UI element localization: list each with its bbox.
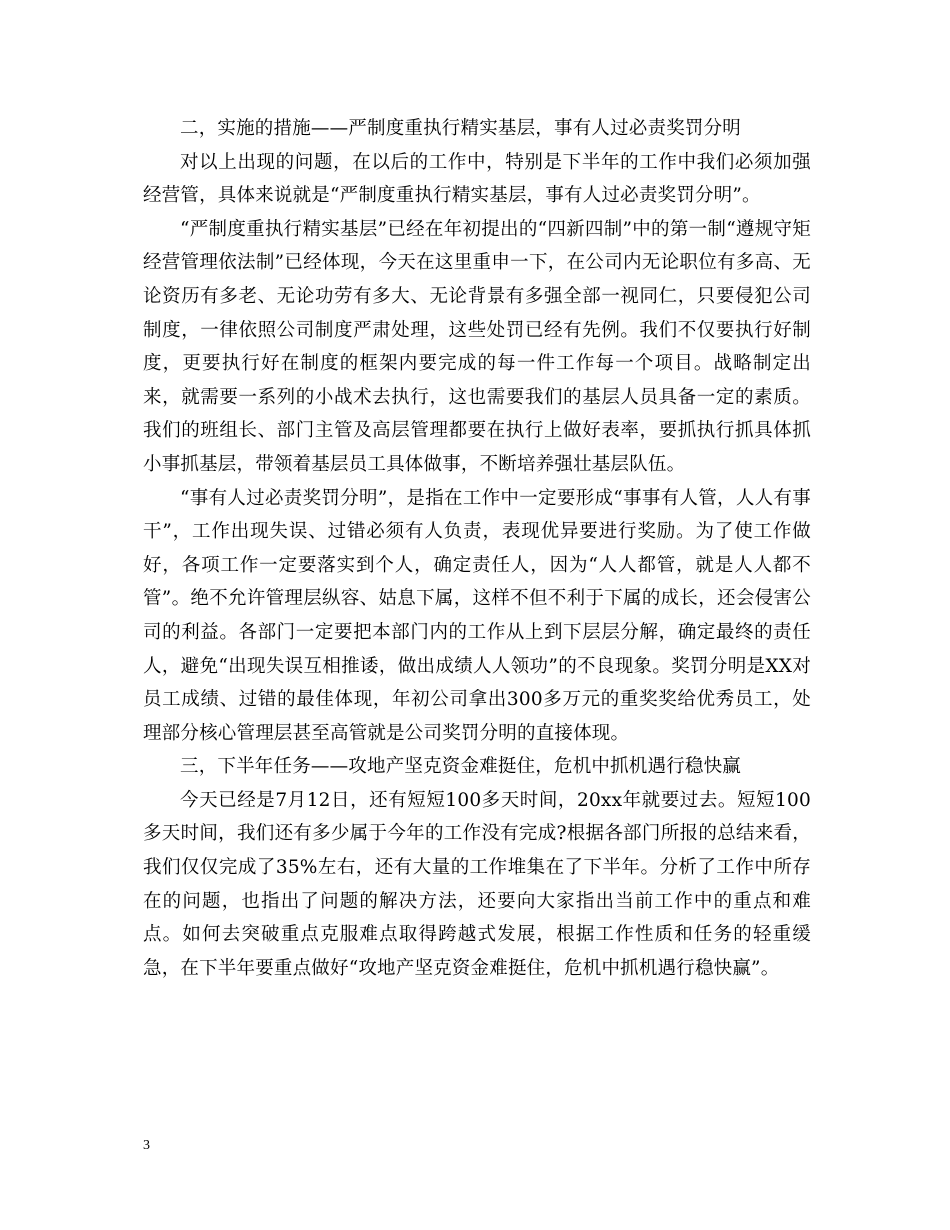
section-heading-second-half-tasks: 三，下半年任务——攻地产坚克资金难挺住，危机中抓机遇行稳快赢 bbox=[180, 756, 742, 778]
paragraph-strict-system-execution: “严制度重执行精实基层”已经在年初提出的“四新四制”中的第一制“遵规守矩经营管理依法制”已经体现，今天在这里重申一下，在公司内无论职位有多高、无论资历有多老、无论功劳有多大、无论背景有多强全部一视同仁，只要侵犯公司制度，一律依照公司制度严肃处理，这些处罚已经有先例。我们不仅要执行好制度，更要执行好在制度的框架内要完成的每一件工作每一个项目。战略制定出来，就需要一系列的小战术去执行，这也需要我们的基层人员具备一定的素质。我们的班组长、部门主管及高层管理都要在执行上做好表率，要抓执行抓具体抓小事抓基层，带领着基层员工具体做事，不断培养强壮基层队伍。 bbox=[143, 218, 811, 475]
paragraph-remaining-work: 今天已经是7月12日，还有短短100多天时间，20xx年就要过去。短短100多天时间，我们还有多少属于今年的工作没有完成?根据各部门所报的总结来看，我们仅仅完成了35%左右，还有大量的工作堆集在了下半年。分析了工作中所存在的问题，也指出了问题的解决方法，还要向大家指出当前工作中的重点和难点。如何去突破重点克服难点取得跨越式发展，根据工作性质和任务的轻重缓急，在下半年要重点做好“攻地产坚克资金难挺住，危机中抓机遇行稳快赢”。 bbox=[143, 789, 811, 979]
paragraph-rewards-and-penalties: “事有人过必责奖罚分明”，是指在工作中一定要形成“事事有人管，人人有事干”，工作出现失误、过错必须有人负责，表现优异要进行奖励。为了使工作做好，各项工作一定要落实到个人，确定责任人，因为“人人都管，就是人人都不管”。绝不允许管理层纵容、姑息下属，这样不但不利于下属的成长，还会侵害公司的利益。各部门一定要把本部门内的工作从上到下层层分解，确定最终的责任人，避免“出现失误互相推诿，做出成绩人人领功”的不良现象。奖罚分明是XX对员工成绩、过错的最佳体现，年初公司拿出300多万元的重奖奖给优秀员工，处理部分核心管理层甚至高管就是公司奖罚分明的直接体现。 bbox=[143, 487, 811, 744]
document-body bbox=[143, 112, 811, 985]
page-number: 3 bbox=[143, 1138, 150, 1153]
paragraph-strengthen-management: 对以上出现的问题，在以后的工作中，特别是下半年的工作中我们必须加强经营管，具体来说就是“严制度重执行精实基层，事有人过必责奖罚分明”。 bbox=[143, 151, 811, 207]
section-heading-implementation-measures: 二，实施的措施——严制度重执行精实基层，事有人过必责奖罚分明 bbox=[180, 118, 742, 139]
